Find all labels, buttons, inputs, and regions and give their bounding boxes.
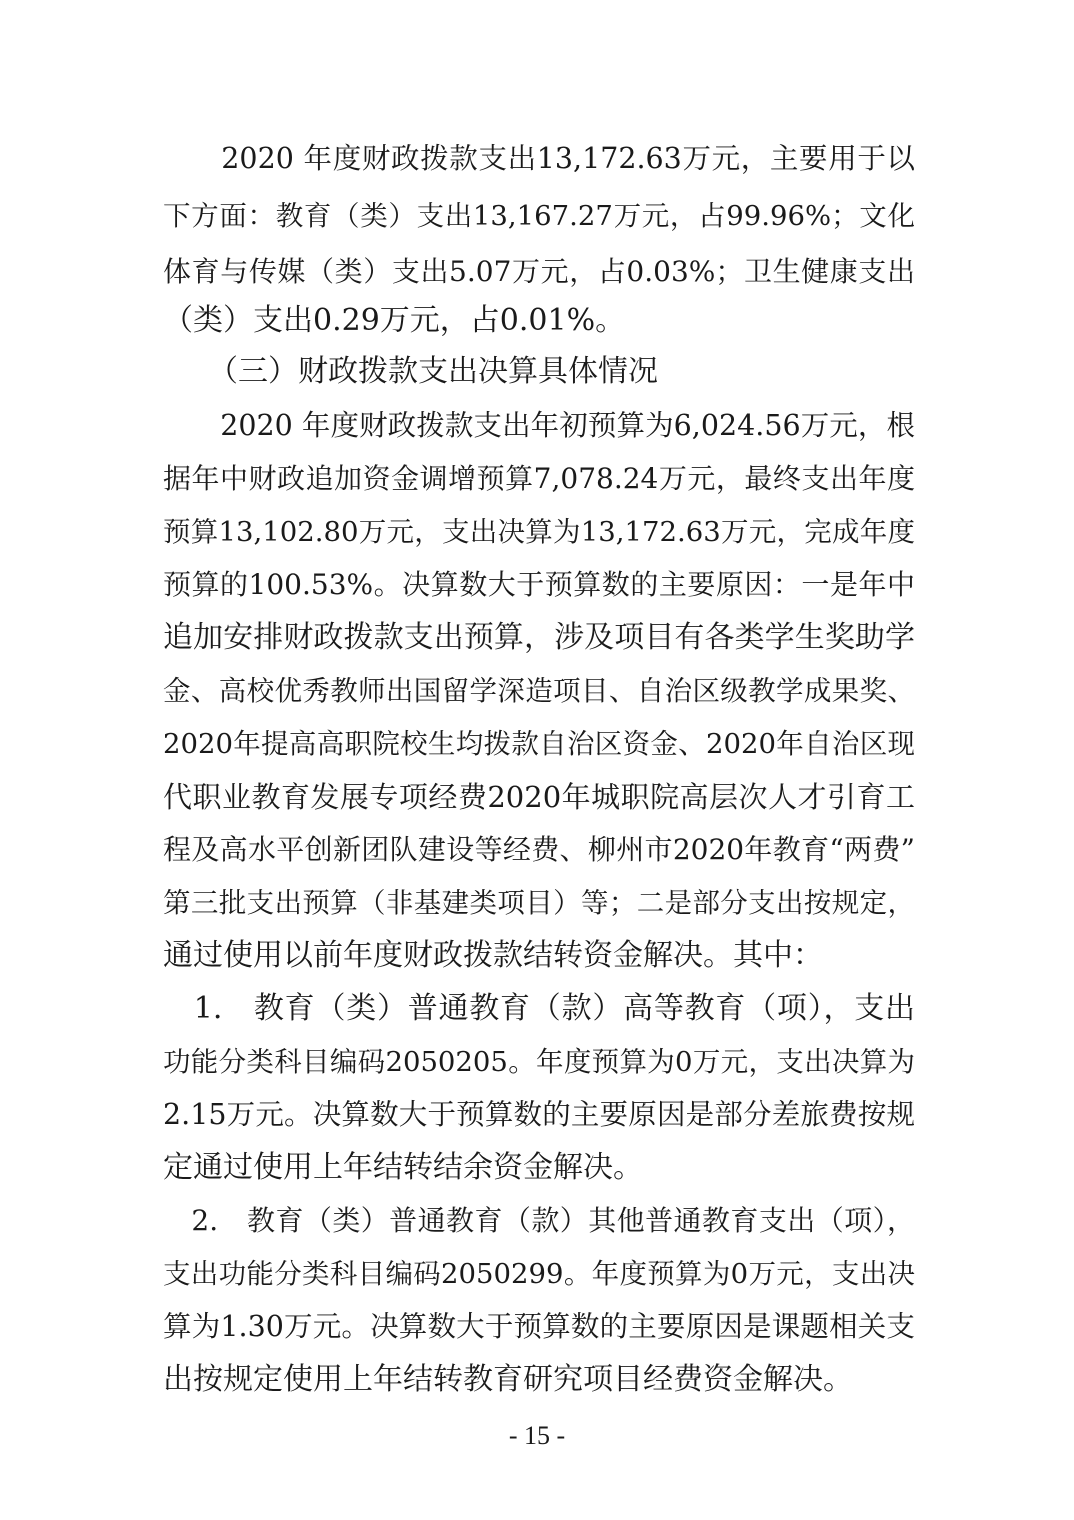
paragraph-line: 据年中财政追加资金调增预算7,078.24万元，最终支出年度 <box>163 462 915 495</box>
paragraph-line: 预算13,102.80万元，支出决算为13,172.63万元，完成年度 <box>163 516 915 548</box>
list-item-line: 2.15万元。决算数大于预算数的主要原因是部分差旅费按规 <box>163 1098 915 1131</box>
paragraph-line: 2020年提高高职院校生均拨款自治区资金、2020年自治区现 <box>163 728 915 760</box>
paragraph-line: 代职业教育发展专项经费2020年城职院高层次人才引育工 <box>163 780 915 814</box>
list-item-line: 算为1.30万元。决算数大于预算数的主要原因是课题相关支 <box>163 1310 915 1343</box>
list-item-line: 支出功能分类科目编码2050299。年度预算为0万元，支出决 <box>163 1258 915 1290</box>
paragraph-line: 体育与传媒（类）支出5.07万元，占0.03%；卫生健康支出 <box>163 255 915 288</box>
paragraph-line: 预算的100.53%。决算数大于预算数的主要原因：一是年中 <box>163 568 915 601</box>
paragraph-line: 程及高水平创新团队建设等经费、柳州市2020年教育“两费” <box>163 833 915 866</box>
paragraph-line: 金、高校优秀教师出国留学深造项目、自治区级教学成果奖、 <box>163 675 915 707</box>
paragraph-line: 2020 年度财政拨款支出年初预算为6,024.56万元，根 <box>163 409 915 442</box>
page-number: - 15 - <box>508 1421 566 1450</box>
paragraph-line: 通过使用以前年度财政拨款结转资金解决。其中： <box>163 938 823 973</box>
list-item-line: 功能分类科目编码2050205。年度预算为0万元，支出决算为 <box>163 1046 915 1078</box>
paragraph-line: 下方面：教育（类）支出13,167.27万元，占99.96%；文化 <box>163 200 915 232</box>
section-heading: （三）财政拨款支出决算具体情况 <box>163 354 658 389</box>
list-item-line: 2. 教育（类）普通教育（款）其他普通教育支出（项）， <box>163 1204 915 1237</box>
list-item-line: 定通过使用上年结转结余资金解决。 <box>163 1150 643 1185</box>
paragraph-line: 2020 年度财政拨款支出13,172.63万元，主要用于以 <box>163 142 915 175</box>
list-item-line: 出按规定使用上年结转教育研究项目经费资金解决。 <box>163 1362 853 1397</box>
list-item-line: 1. 教育（类）普通教育（款）高等教育（项），支出 <box>163 991 915 1026</box>
paragraph-line: 追加安排财政拨款支出预算，涉及项目有各类学生奖助学 <box>163 620 915 655</box>
paragraph-line: 第三批支出预算（非基建类项目）等；二是部分支出按规定， <box>163 887 915 919</box>
paragraph-line: （类）支出0.29万元，占0.01%。 <box>163 303 626 338</box>
